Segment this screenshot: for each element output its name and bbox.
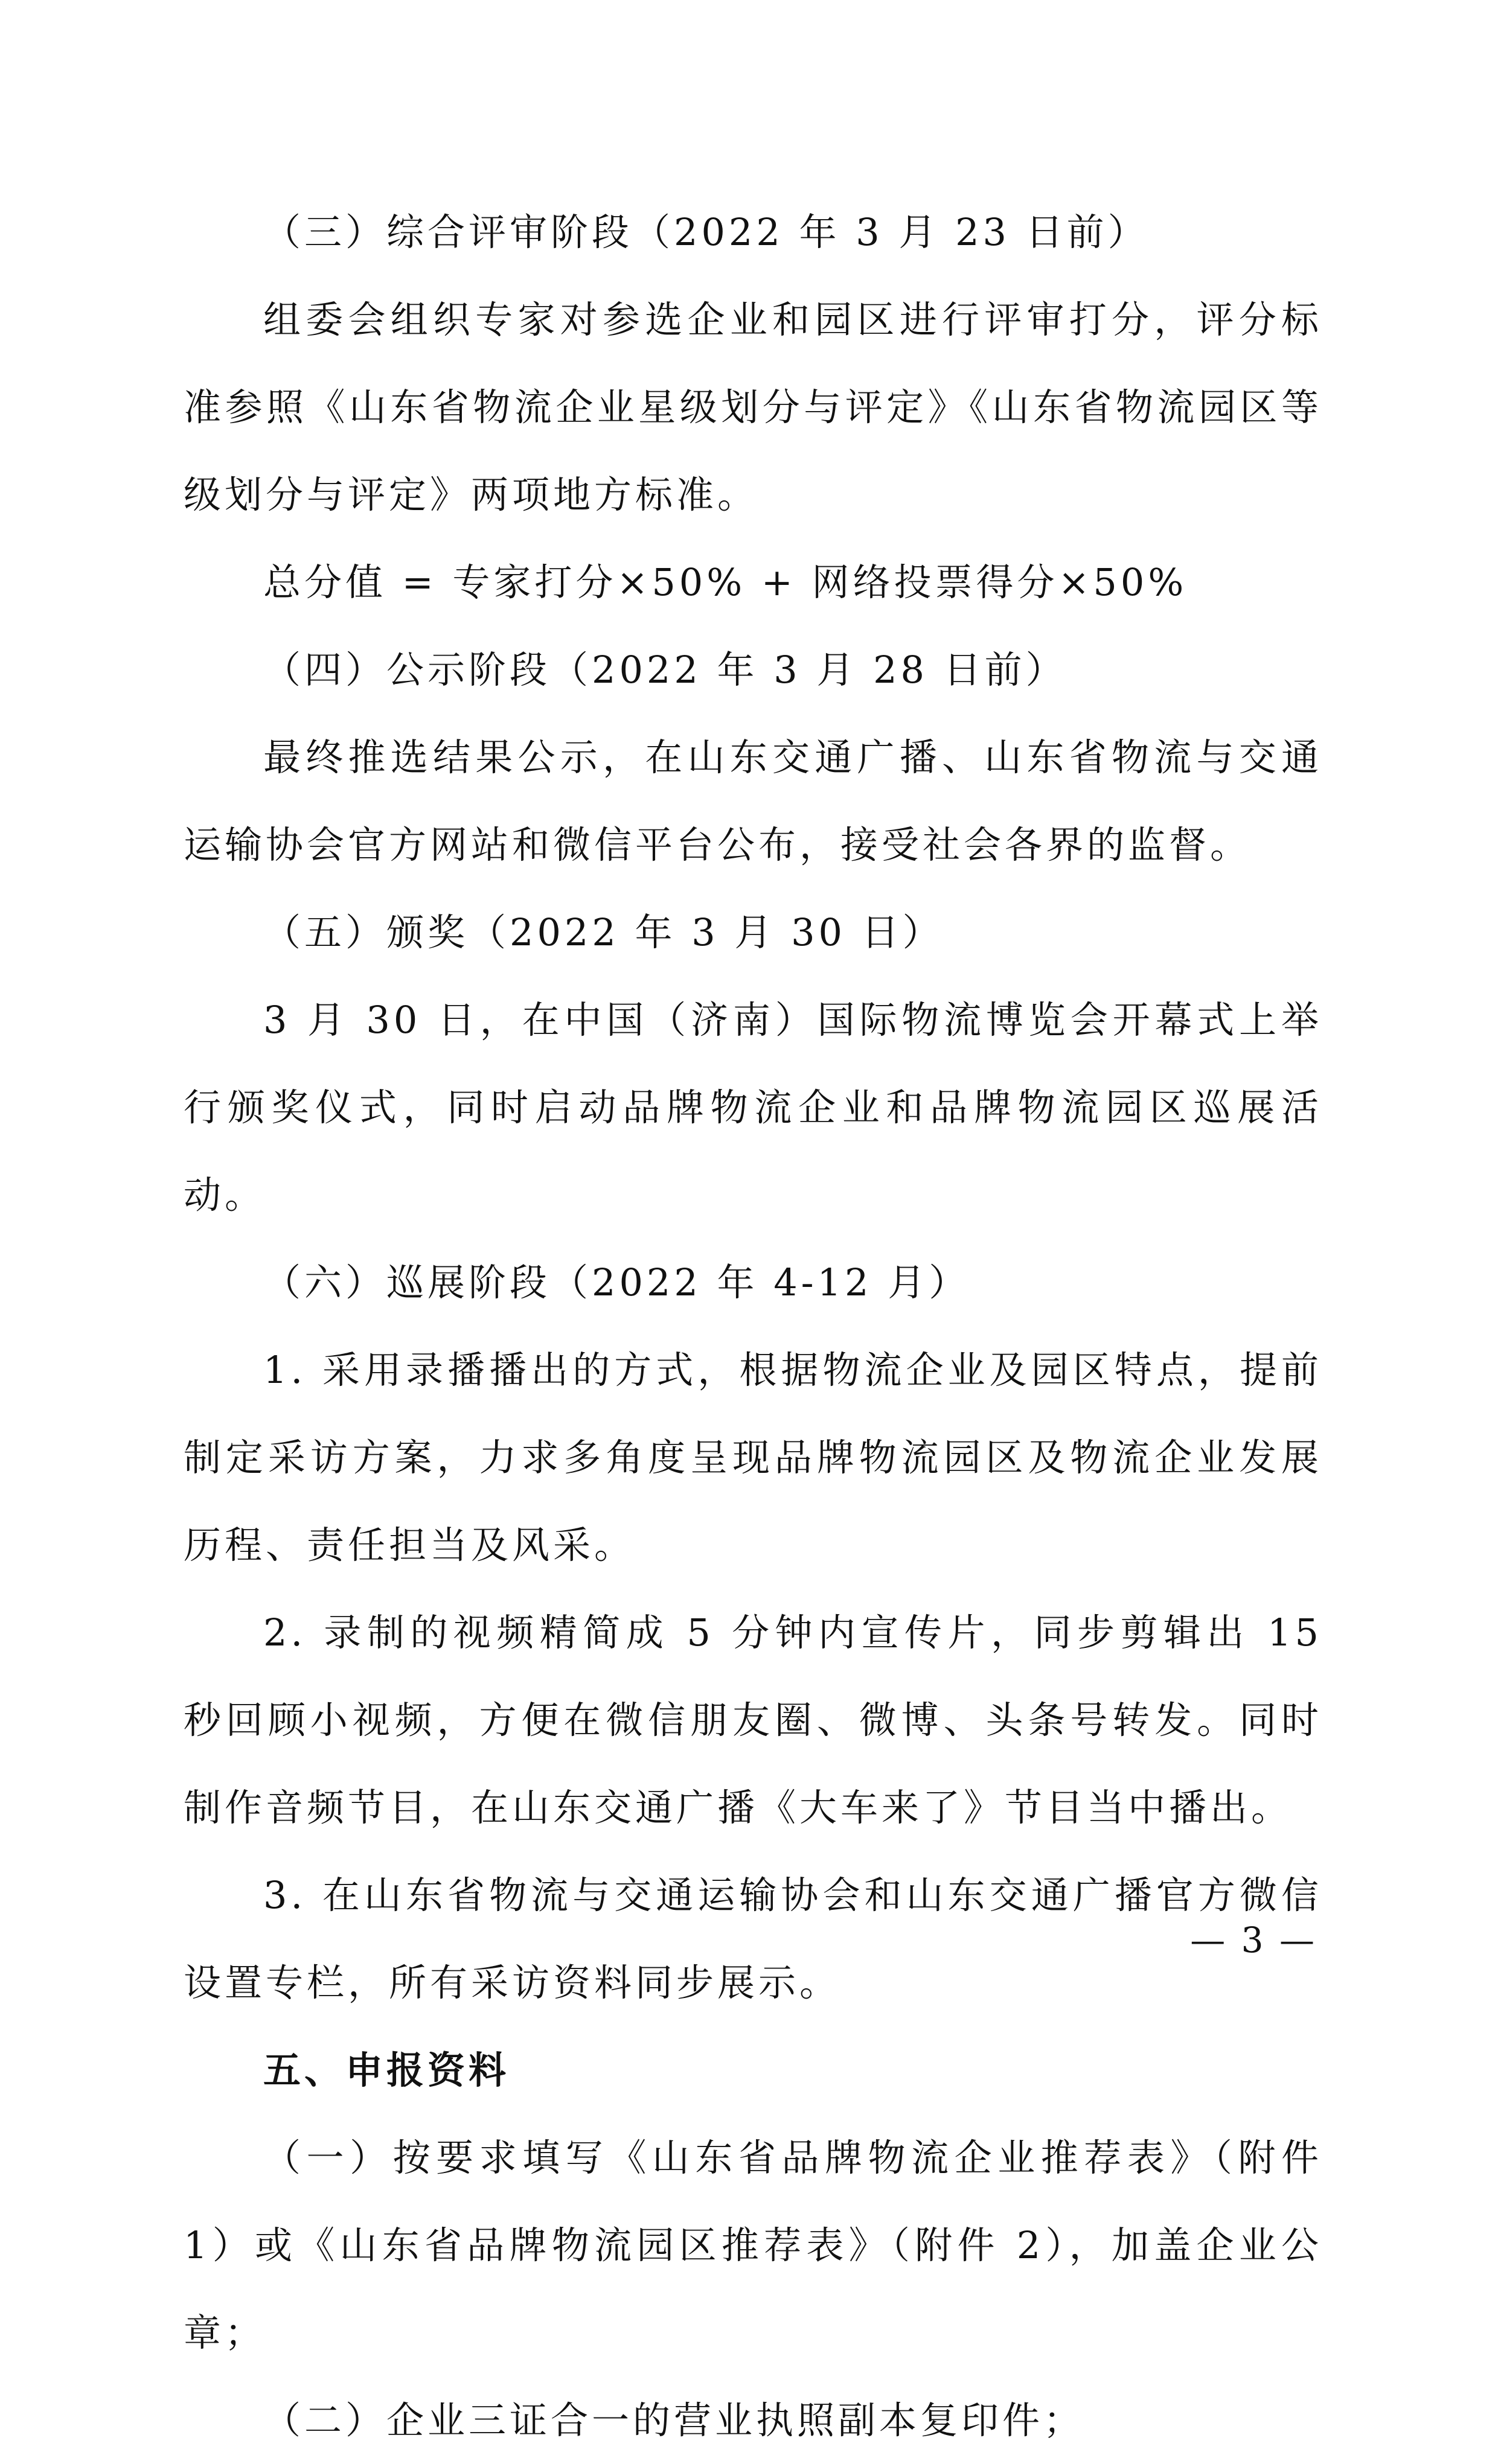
paragraph-materials-item-1: （一）按要求填写《山东省品牌物流企业推荐表》（附件 1）或《山东省品牌物流园区推荐表》（附件 2），加盖企业公章； — [184, 2136, 1322, 2355]
section-heading-award: （五）颁奖（2022 年 3 月 30 日） — [263, 910, 944, 954]
paragraph-review-detail: 组委会组织专家对参选企业和园区进行评审打分，评分标准参照《山东省物流企业星级划分与评定》《山东省物流园区等级划分与评定》两项地方标准。 — [184, 298, 1322, 517]
section-heading-publicity: （四）公示阶段（2022 年 3 月 28 日前） — [263, 648, 1067, 692]
section-heading-review: （三）综合评审阶段（2022 年 3 月 23 日前） — [263, 210, 1149, 254]
paragraph-tour-item-1: 1. 采用录播播出的方式，根据物流企业及园区特点，提前制定采访方案，力求多角度呈现品牌物流园区及物流企业发展历程、责任担当及风采。 — [184, 1348, 1322, 1567]
paragraph-tour-item-3: 3. 在山东省物流与交通运输协会和山东交通广播官方微信设置专栏，所有采访资料同步展示。 — [184, 1873, 1322, 2005]
paragraph-materials-item-2: （二）企业三证合一的营业执照副本复印件； — [263, 2398, 1085, 2442]
paragraph-tour-item-2: 2. 录制的视频精简成 5 分钟内宣传片，同步剪辑出 15 秒回顾小视频，方便在微信朋友圈、微博、头条号转发。同时制作音频节目，在山东交通广播《大车来了》节目当中播出。 — [184, 1610, 1322, 1830]
paragraph-publicity-detail: 最终推选结果公示，在山东交通广播、山东省物流与交通运输协会官方网站和微信平台公布，接受社会各界的监督。 — [184, 735, 1322, 867]
chapter-heading-materials: 五、申报资料 — [263, 2048, 510, 2092]
document-body — [184, 188, 1322, 2464]
paragraph-score-formula: 总分值 = 专家打分×50% + 网络投票得分×50% — [263, 560, 1188, 604]
paragraph-award-detail: 3 月 30 日，在中国（济南）国际物流博览会开幕式上举行颁奖仪式，同时启动品牌物流企业和品牌物流园区巡展活动。 — [184, 998, 1322, 1217]
section-heading-tour: （六）巡展阶段（2022 年 4-12 月） — [263, 1260, 970, 1304]
page-number: — 3 — — [1190, 1920, 1317, 1961]
